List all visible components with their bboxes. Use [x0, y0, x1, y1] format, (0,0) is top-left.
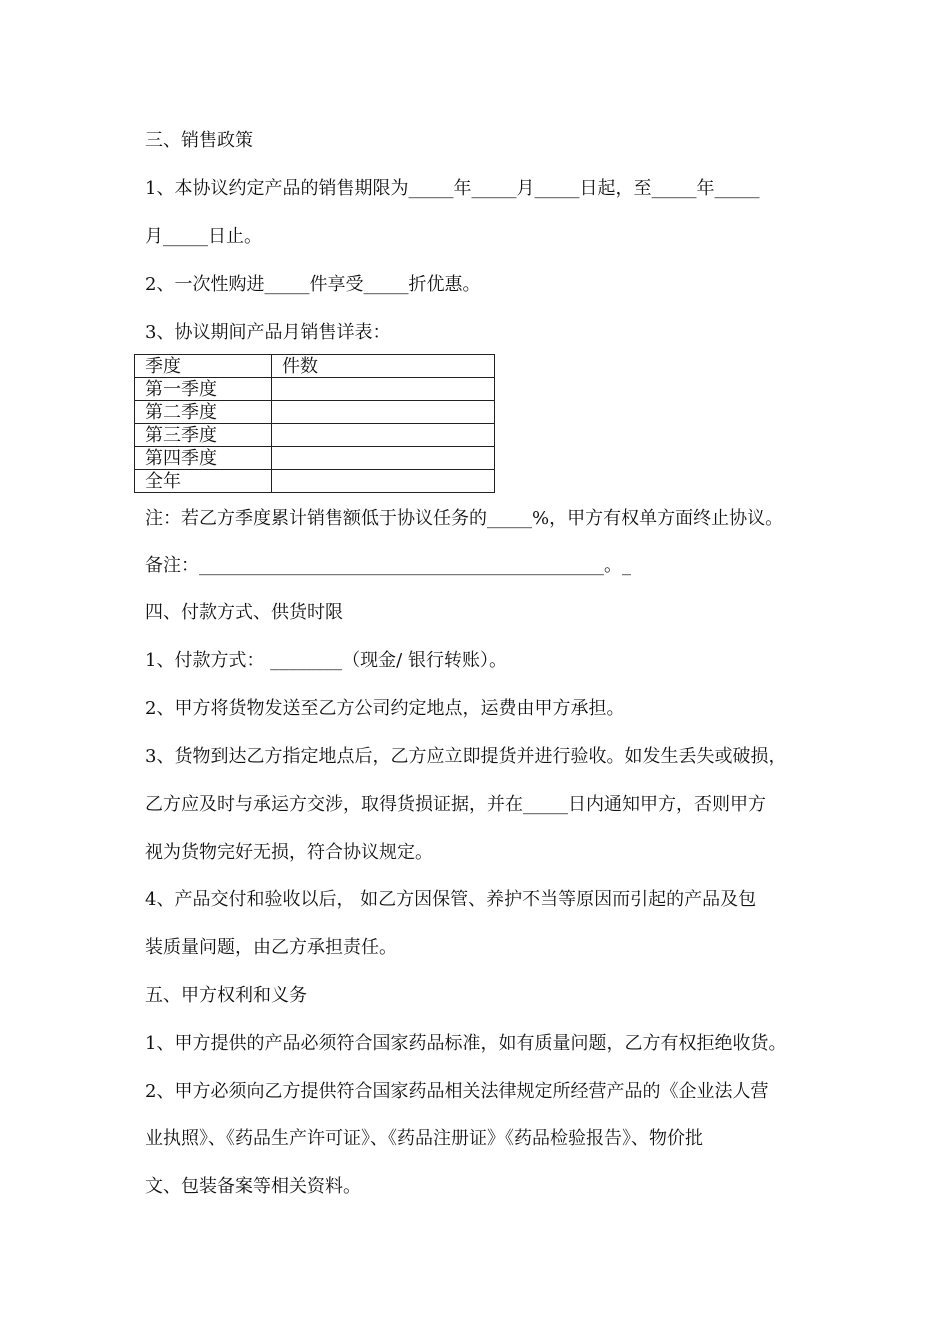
- s5-item2-line3: 文、包装备案等相关资料。: [145, 1176, 361, 1197]
- s4-item4-line1: 4、产品交付和验收以后， 如乙方因保管、养护不当等原因而引起的产品及包: [145, 889, 757, 910]
- table-row: [135, 378, 495, 401]
- table-cell-count: [272, 470, 495, 493]
- s4-item4-line2: 装质量问题，由乙方承担责任。: [145, 937, 397, 958]
- table-cell-quarter: 全年: [135, 470, 272, 493]
- table-cell-count: [272, 401, 495, 424]
- table-cell-count: [272, 378, 495, 401]
- table-cell-count: [272, 447, 495, 470]
- table-row: [135, 470, 495, 493]
- s5-item1: 1、甲方提供的产品必须符合国家药品标准，如有质量问题，乙方有权拒绝收货。: [145, 1033, 787, 1054]
- s3-item2: 2、一次性购进_____件享受_____折优惠。: [145, 274, 481, 295]
- table-cell-quarter: 第二季度: [135, 401, 272, 424]
- s4-item2: 2、甲方将货物发送至乙方公司约定地点，运费由甲方承担。: [145, 698, 625, 719]
- table-row: [135, 401, 495, 424]
- s4-item1: 1、付款方式： ________（现金/ 银行转账）。: [145, 650, 507, 671]
- s3-note: 注：若乙方季度累计销售额低于协议任务的_____%，甲方有权单方面终止协议。: [145, 508, 784, 529]
- sales-table: [134, 354, 495, 493]
- section-5-heading: 五、甲方权利和义务: [145, 985, 307, 1006]
- s3-item1-line2: 月_____日止。: [145, 226, 262, 247]
- table-header-quarter: 季度: [135, 355, 272, 378]
- table-row: [135, 424, 495, 447]
- s5-item2-line2: 业执照》、《药品生产许可证》、《药品注册证》《药品检验报告》、物价批: [145, 1128, 703, 1149]
- table-cell-quarter: 第四季度: [135, 447, 272, 470]
- s3-item3: 3、协议期间产品月销售详表：: [145, 322, 391, 343]
- section-3-heading: 三、销售政策: [145, 130, 253, 151]
- table-header-count: 件数: [272, 355, 495, 378]
- table-cell-quarter: 第三季度: [135, 424, 272, 447]
- section-4-heading: 四、付款方式、供货时限: [145, 602, 343, 623]
- table-cell-count: [272, 424, 495, 447]
- table-header-row: [135, 355, 495, 378]
- s3-item1-line1: 1、本协议约定产品的销售期限为_____年_____月_____日起，至_____年_____: [145, 178, 760, 199]
- s4-item3-line2: 乙方应及时与承运方交涉，取得货损证据，并在_____日内通知甲方，否则甲方: [145, 794, 766, 815]
- s5-item2-line1: 2、甲方必须向乙方提供符合国家药品相关法律规定所经营产品的《企业法人营: [145, 1081, 769, 1102]
- s3-remark: 备注：_____________________________________________。_: [145, 555, 631, 576]
- table-row: [135, 447, 495, 470]
- table-cell-quarter: 第一季度: [135, 378, 272, 401]
- s4-item3-line1: 3、货物到达乙方指定地点后，乙方应立即提货并进行验收。如发生丢失或破损，: [145, 746, 787, 767]
- s4-item3-line3: 视为货物完好无损，符合协议规定。: [145, 842, 433, 863]
